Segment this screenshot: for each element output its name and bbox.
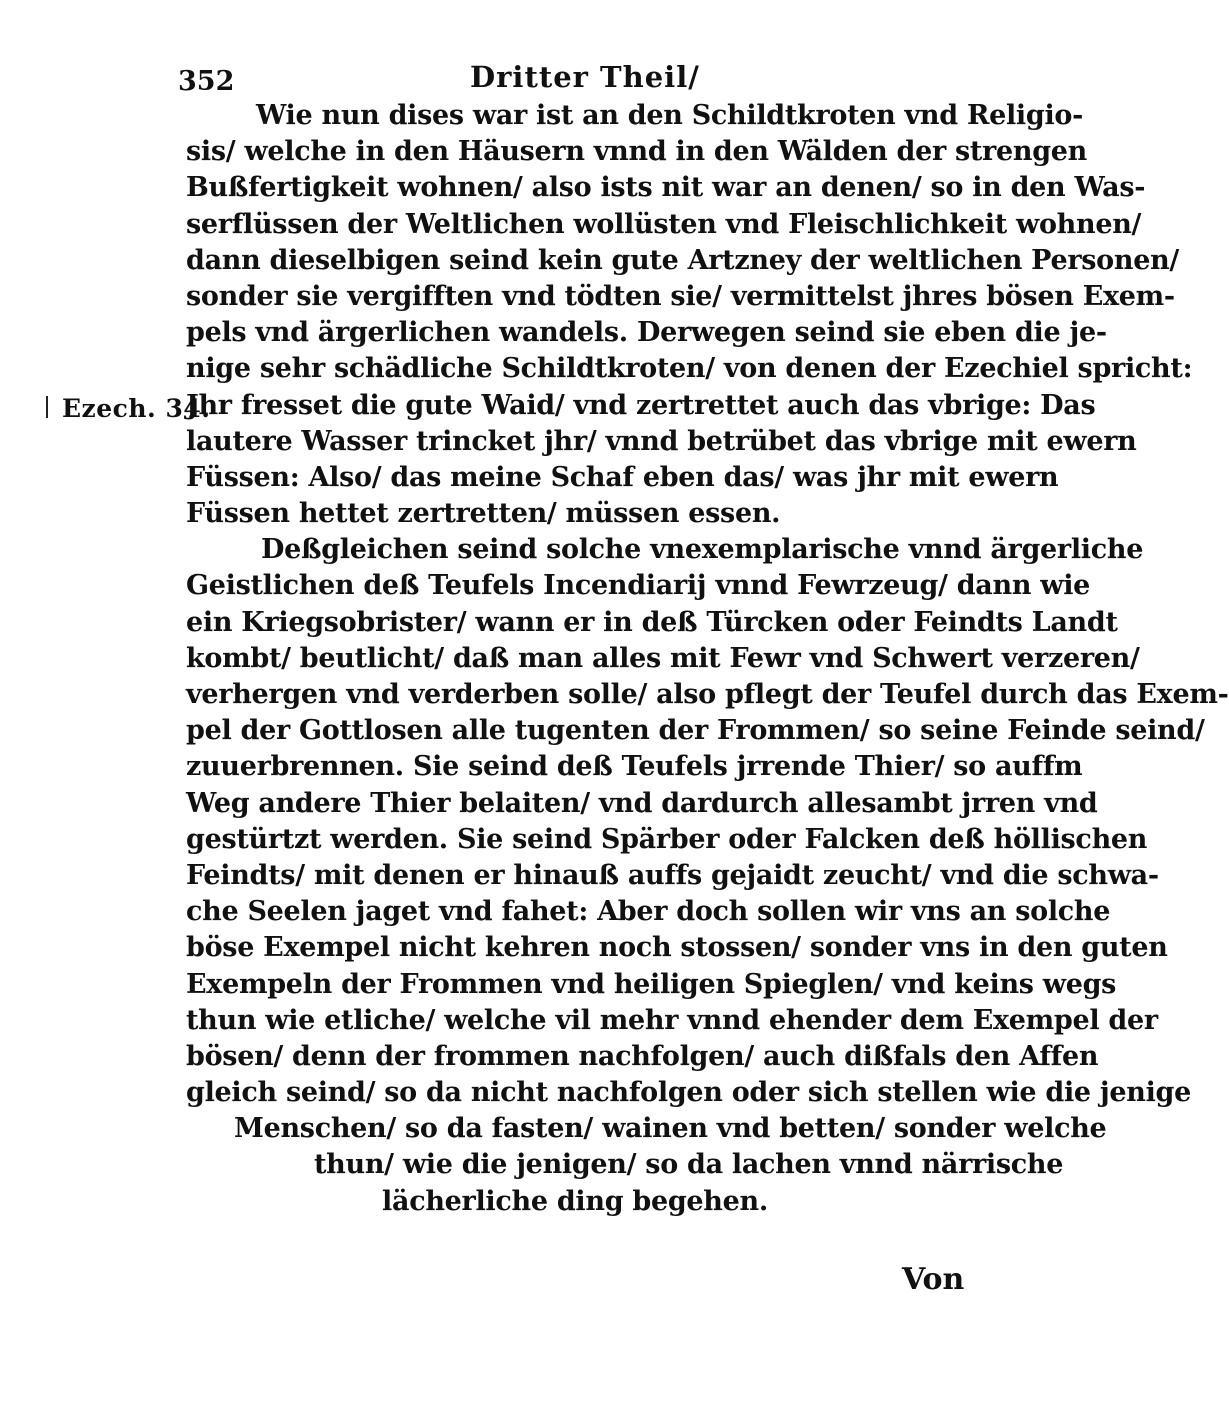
text-line: pels vnd ärgerlichen wandels. Derwegen seind sie eben die je- xyxy=(186,317,1107,349)
body-text xyxy=(186,98,1229,1220)
margin-mark xyxy=(46,396,48,418)
margin-note-reference: Ezech. 34. xyxy=(62,394,211,423)
text-line: zuuerbrennen. Sie seind deß Teufels jrrende Thier/ so auffm xyxy=(186,751,1083,783)
text-line: ein Kriegsobrister/ wann er in deß Türcken oder Feindts Landt xyxy=(186,606,1118,638)
text-line: sonder sie vergifften vnd tödten sie/ vermittelst jhres bösen Exem- xyxy=(186,280,1175,312)
text-line: Wie nun dises war ist an den Schildtkroten vnd Religio- xyxy=(256,100,1084,131)
text-line: Füssen hettet zertretten/ müssen essen. xyxy=(186,498,781,530)
page-number: 352 xyxy=(178,66,235,97)
text-line: lächerliche ding begehen. xyxy=(382,1185,768,1217)
text-line: thun wie etliche/ welche vil mehr vnnd ehender dem Exempel der xyxy=(186,1004,1158,1036)
text-line: Weg andere Thier belaiten/ vnd dardurch allesambt jrren vnd xyxy=(186,787,1098,819)
text-line: serflüssen der Weltlichen wollüsten vnd Fleischlichkeit wohnen/ xyxy=(186,208,1142,240)
text-line: pel der Gottlosen alle tugenten der Frommen/ so seine Feinde seind/ xyxy=(186,715,1205,747)
catchword: Von xyxy=(902,1262,965,1297)
text-line: Feindts/ mit denen er hinauß auffs gejaidt zeucht/ vnd die schwa- xyxy=(186,859,1159,891)
text-line: Menschen/ so da fasten/ wainen vnd betten/ sonder welche xyxy=(234,1113,1107,1145)
text-line: lautere Wasser trincket jhr/ vnnd betrübet das vbrige mit ewern xyxy=(186,425,1137,457)
text-line: nige sehr schädliche Schildtkroten/ von denen der Ezechiel spricht: xyxy=(186,353,1193,385)
text-line: thun/ wie die jenigen/ so da lachen vnnd närrische xyxy=(314,1149,1064,1181)
text-line: bösen/ denn der frommen nachfolgen/ auch dißfals den Affen xyxy=(186,1040,1099,1072)
text-line: Bußfertigkeit wohnen/ also ists nit war an denen/ so in den Was- xyxy=(186,172,1146,204)
text-line: gestürtzt werden. Sie seind Spärber oder Falcken deß höllischen xyxy=(186,823,1148,855)
text-line: böse Exempel nicht kehren noch stossen/ sonder vns in den guten xyxy=(186,932,1168,964)
text-line: kombt/ beutlicht/ daß man alles mit Fewr vnd Schwert verzeren/ xyxy=(186,642,1140,674)
text-line: sis/ welche in den Häusern vnnd in den Wälden der strengen xyxy=(186,136,1087,168)
text-line: gleich seind/ so da nicht nachfolgen oder sich stellen wie die jenige xyxy=(186,1077,1191,1109)
text-line: Exempeln der Frommen vnd heiligen Spieglen/ vnd keins wegs xyxy=(186,968,1117,1000)
text-line: Füssen: Also/ das meine Schaf eben das/ was jhr mit ewern xyxy=(186,461,1059,493)
text-line: verhergen vnd verderben solle/ also pflegt der Teufel durch das Exem- xyxy=(186,679,1229,710)
text-line: Jhr fresset die gute Waid/ vnd zertrettet auch das vbrige: Das xyxy=(186,389,1096,421)
text-line: dann dieselbigen seind kein gute Artzney der weltlichen Personen/ xyxy=(186,244,1179,276)
text-line: Deßgleichen seind solche vnexemplarische vnnd ärgerliche xyxy=(261,534,1144,566)
running-head: Dritter Theil/ xyxy=(470,60,700,94)
text-line: che Seelen jaget vnd fahet: Aber doch sollen wir vns an solche xyxy=(186,896,1111,928)
text-line: Geistlichen deß Teufels Incendiarij vnnd Fewrzeug/ dann wie xyxy=(186,570,1091,602)
